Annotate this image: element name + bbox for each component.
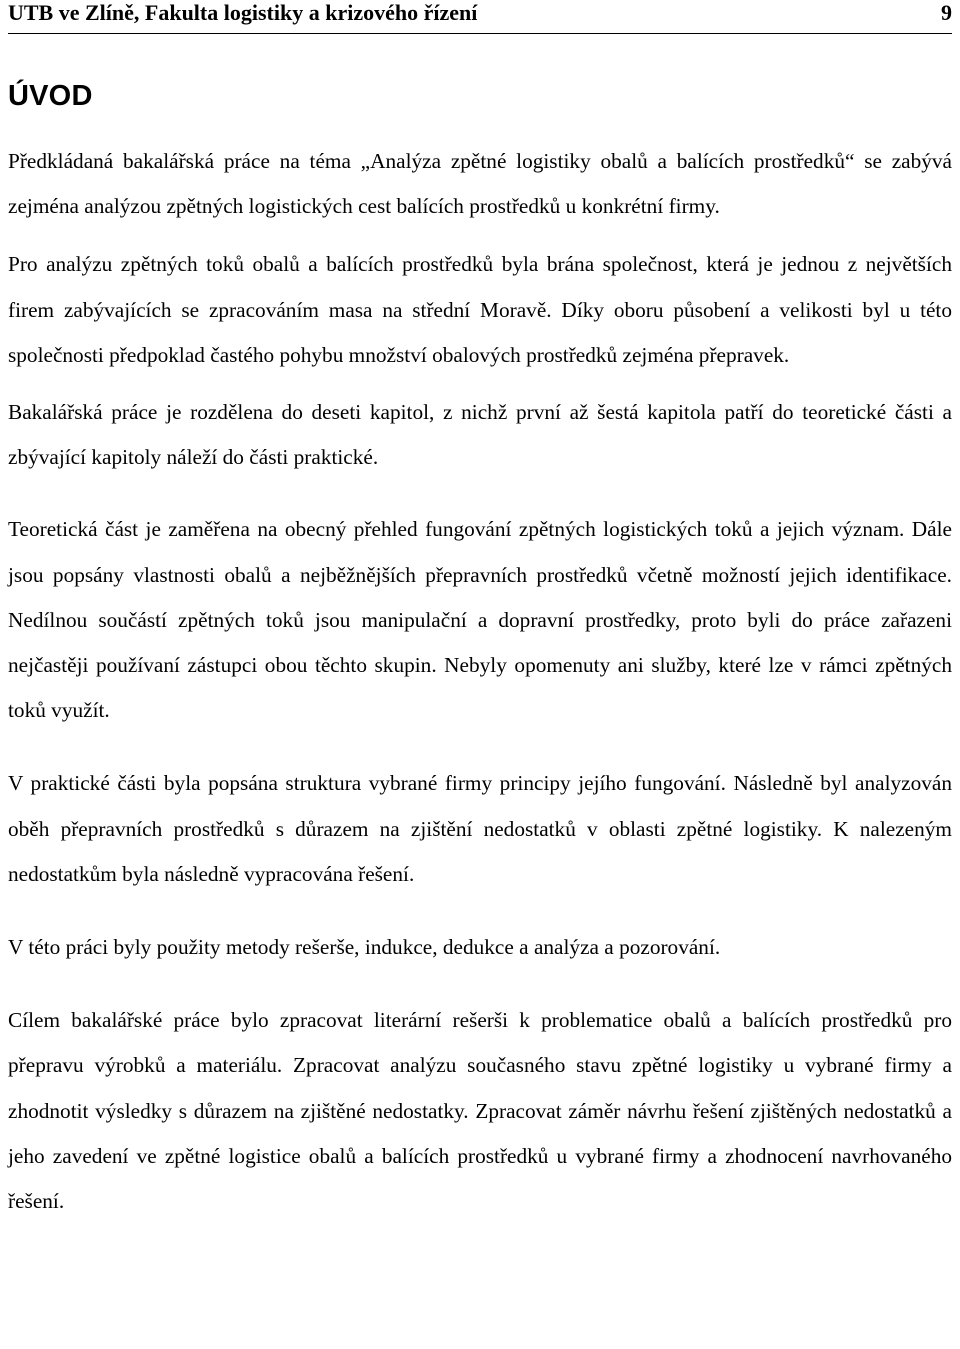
chapter-title: ÚVOD bbox=[8, 80, 93, 112]
paragraph-company: Pro analýzu zpětných toků obalů a balících prostředků byla brána společnost, která je jednou z největších firem zabývajících se zpracováním masa na střední Moravě. Díky oboru působení a velikosti byl u této společnosti předpoklad častého pohybu množství obalových prostředků zejména přepravek. bbox=[8, 252, 952, 367]
page-header bbox=[8, 0, 952, 30]
paragraph-goals: Cílem bakalářské práce bylo zpracovat literární rešerši k problematice obalů a balících prostředků pro přepravu výrobků a materiálu. Zpracovat analýzu současného stavu zpětné logistiky u vybrané firmy a zhodnotit výsledky s důrazem na zjištěné nedostatky. Zpracovat záměr návrhu řešení zjištěných nedostatků a jeho zavedení ve zpětné logistice obalů a balících prostředků u vybrané firmy a zhodnocení navrhovaného řešení. bbox=[8, 1008, 952, 1214]
page-number: 9 bbox=[941, 0, 952, 25]
paragraph-practical-part: V praktické části byla popsána struktura vybrané firmy principy jejího fungování. Následně byl analyzován oběh přepravních prostředků s důrazem na zjištění nedostatků v oblasti zpětné logistiky. K nalezeným nedostatkům byla následně vypracována řešení. bbox=[8, 771, 952, 886]
paragraph-structure: Bakalářská práce je rozdělena do deseti kapitol, z nichž první až šestá kapitola patří do teoretické části a zbývající kapitoly náleží do části praktické. bbox=[8, 400, 952, 470]
paragraph-methods: V této práci byly použity metody rešerše, indukce, dedukce a analýza a pozorování. bbox=[8, 935, 721, 960]
header-institution: UTB ve Zlíně, Fakulta logistiky a krizového řízení bbox=[8, 0, 478, 25]
header-divider bbox=[8, 33, 952, 34]
document-body bbox=[8, 139, 952, 1224]
paragraph-theoretical-part: Teoretická část je zaměřena na obecný přehled fungování zpětných logistických toků a jejich význam. Dále jsou popsány vlastnosti obalů a nejběžnějších přepravních prostředků včetně možností jejich identifikace. Nedílnou součástí zpětných toků jsou manipulační a dopravní prostředky, proto byli do práce zařazeni nejčastěji používaní zástupci obou těchto skupin. Nebyly opomenuty ani služby, které lze v rámci zpětných toků využít. bbox=[8, 517, 952, 723]
paragraph-intro: Předkládaná bakalářská práce na téma „Analýza zpětné logistiky obalů a balících prostředků“ se zabývá zejména analýzou zpětných logistických cest balících prostředků u konkrétní firmy. bbox=[8, 149, 952, 219]
